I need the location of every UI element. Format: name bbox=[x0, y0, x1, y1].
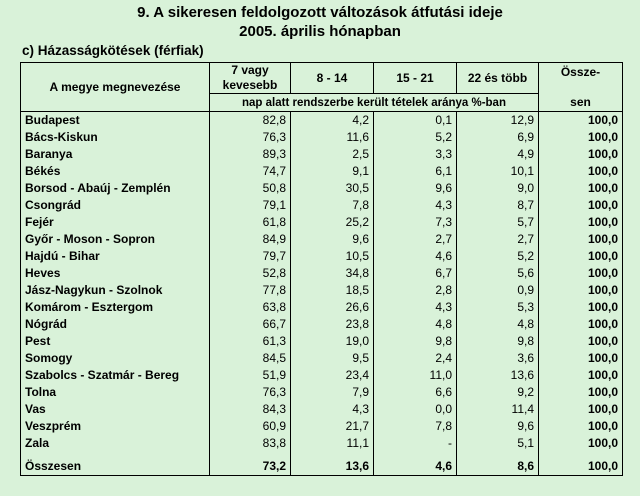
total-cell: 100,0 bbox=[539, 435, 623, 452]
county-name: Tolna bbox=[21, 384, 210, 401]
total-cell: 100,0 bbox=[539, 350, 623, 367]
sum-total-cell: 100,0 bbox=[539, 458, 623, 476]
value-cell: 9,6 bbox=[291, 231, 374, 248]
value-cell: 61,3 bbox=[210, 333, 291, 350]
total-cell: 100,0 bbox=[539, 299, 623, 316]
value-cell: 6,6 bbox=[374, 384, 457, 401]
header-total-line2: sen bbox=[570, 94, 591, 109]
value-cell: 4,3 bbox=[374, 197, 457, 214]
value-cell: 4,2 bbox=[291, 112, 374, 130]
value-cell: 19,0 bbox=[291, 333, 374, 350]
header-total bbox=[539, 63, 623, 112]
sum-row bbox=[21, 458, 623, 476]
table-row bbox=[21, 163, 623, 180]
value-cell: 5,3 bbox=[457, 299, 539, 316]
header-col4: 22 és több bbox=[457, 63, 539, 94]
sum-value-cell: 8,6 bbox=[457, 458, 539, 476]
county-name: Szabolcs - Szatmár - Bereg bbox=[21, 367, 210, 384]
value-cell: 9,8 bbox=[457, 333, 539, 350]
value-cell: 2,8 bbox=[374, 282, 457, 299]
total-cell: 100,0 bbox=[539, 367, 623, 384]
value-cell: 77,8 bbox=[210, 282, 291, 299]
table-row bbox=[21, 248, 623, 265]
county-name: Csongrád bbox=[21, 197, 210, 214]
value-cell: 11,6 bbox=[291, 129, 374, 146]
value-cell: 2,7 bbox=[457, 231, 539, 248]
header-county: A megye megnevezése bbox=[21, 63, 210, 112]
value-cell: 74,7 bbox=[210, 163, 291, 180]
table-row bbox=[21, 333, 623, 350]
header-col3: 15 - 21 bbox=[374, 63, 457, 94]
table-row bbox=[21, 146, 623, 163]
value-cell: 5,6 bbox=[457, 265, 539, 282]
value-cell: 61,8 bbox=[210, 214, 291, 231]
value-cell: 66,7 bbox=[210, 316, 291, 333]
total-cell: 100,0 bbox=[539, 248, 623, 265]
total-cell: 100,0 bbox=[539, 231, 623, 248]
county-name: Baranya bbox=[21, 146, 210, 163]
total-cell: 100,0 bbox=[539, 316, 623, 333]
value-cell: 9,5 bbox=[291, 350, 374, 367]
value-cell: 82,8 bbox=[210, 112, 291, 130]
header-col1 bbox=[210, 63, 291, 94]
table-row bbox=[21, 129, 623, 146]
county-name: Nógrád bbox=[21, 316, 210, 333]
value-cell: 0,9 bbox=[457, 282, 539, 299]
table-row bbox=[21, 350, 623, 367]
value-cell: 18,5 bbox=[291, 282, 374, 299]
value-cell: 5,1 bbox=[457, 435, 539, 452]
county-name: Győr - Moson - Sopron bbox=[21, 231, 210, 248]
total-cell: 100,0 bbox=[539, 282, 623, 299]
value-cell: 9,8 bbox=[374, 333, 457, 350]
county-name: Hajdú - Bihar bbox=[21, 248, 210, 265]
value-cell: 30,5 bbox=[291, 180, 374, 197]
value-cell: 21,7 bbox=[291, 418, 374, 435]
table-row bbox=[21, 384, 623, 401]
value-cell: 5,2 bbox=[457, 248, 539, 265]
value-cell: 7,8 bbox=[291, 197, 374, 214]
data-table bbox=[20, 62, 623, 476]
value-cell: 6,1 bbox=[374, 163, 457, 180]
value-cell: 5,7 bbox=[457, 214, 539, 231]
table-row bbox=[21, 401, 623, 418]
header-col1-line2: kevesebb bbox=[222, 78, 278, 92]
table-row bbox=[21, 316, 623, 333]
value-cell: 9,1 bbox=[291, 163, 374, 180]
table-row bbox=[21, 299, 623, 316]
value-cell: 0,0 bbox=[374, 401, 457, 418]
total-cell: 100,0 bbox=[539, 418, 623, 435]
value-cell: 83,8 bbox=[210, 435, 291, 452]
total-cell: 100,0 bbox=[539, 197, 623, 214]
value-cell: 4,3 bbox=[291, 401, 374, 418]
value-cell: 76,3 bbox=[210, 384, 291, 401]
table-body bbox=[21, 112, 623, 476]
value-cell: 9,0 bbox=[457, 180, 539, 197]
value-cell: 5,2 bbox=[374, 129, 457, 146]
county-name: Fejér bbox=[21, 214, 210, 231]
table-row bbox=[21, 180, 623, 197]
header-note: nap alatt rendszerbe került tételek aránya %-ban bbox=[210, 94, 539, 112]
value-cell: 13,6 bbox=[457, 367, 539, 384]
value-cell: 4,3 bbox=[374, 299, 457, 316]
sum-value-cell: 73,2 bbox=[210, 458, 291, 476]
value-cell: 23,4 bbox=[291, 367, 374, 384]
county-name: Borsod - Abaúj - Zemplén bbox=[21, 180, 210, 197]
value-cell: 2,4 bbox=[374, 350, 457, 367]
sum-label: Összesen bbox=[21, 458, 210, 476]
total-cell: 100,0 bbox=[539, 112, 623, 130]
table-row bbox=[21, 435, 623, 452]
value-cell: 51,9 bbox=[210, 367, 291, 384]
value-cell: 10,1 bbox=[457, 163, 539, 180]
value-cell: 12,9 bbox=[457, 112, 539, 130]
table-title: 9. A sikeresen feldolgozott változások átfutási ideje bbox=[137, 4, 503, 21]
county-name: Békés bbox=[21, 163, 210, 180]
value-cell: 6,7 bbox=[374, 265, 457, 282]
value-cell: 25,2 bbox=[291, 214, 374, 231]
value-cell: 4,8 bbox=[374, 316, 457, 333]
county-name: Zala bbox=[21, 435, 210, 452]
value-cell: 79,7 bbox=[210, 248, 291, 265]
county-name: Somogy bbox=[21, 350, 210, 367]
value-cell: 4,9 bbox=[457, 146, 539, 163]
value-cell: - bbox=[374, 435, 457, 452]
value-cell: 3,3 bbox=[374, 146, 457, 163]
total-cell: 100,0 bbox=[539, 333, 623, 350]
value-cell: 76,3 bbox=[210, 129, 291, 146]
table-row bbox=[21, 367, 623, 384]
header-col1-line1: 7 vagy bbox=[231, 63, 269, 77]
value-cell: 2,5 bbox=[291, 146, 374, 163]
value-cell: 7,8 bbox=[374, 418, 457, 435]
value-cell: 4,8 bbox=[457, 316, 539, 333]
table-row bbox=[21, 214, 623, 231]
value-cell: 63,8 bbox=[210, 299, 291, 316]
value-cell: 50,8 bbox=[210, 180, 291, 197]
value-cell: 89,3 bbox=[210, 146, 291, 163]
table-row bbox=[21, 231, 623, 248]
value-cell: 2,7 bbox=[374, 231, 457, 248]
value-cell: 9,6 bbox=[374, 180, 457, 197]
total-cell: 100,0 bbox=[539, 384, 623, 401]
county-name: Komárom - Esztergom bbox=[21, 299, 210, 316]
table-row bbox=[21, 112, 623, 130]
county-name: Budapest bbox=[21, 112, 210, 130]
county-name: Vas bbox=[21, 401, 210, 418]
value-cell: 60,9 bbox=[210, 418, 291, 435]
value-cell: 7,3 bbox=[374, 214, 457, 231]
total-cell: 100,0 bbox=[539, 180, 623, 197]
value-cell: 52,8 bbox=[210, 265, 291, 282]
table-row bbox=[21, 418, 623, 435]
county-name: Pest bbox=[21, 333, 210, 350]
value-cell: 9,2 bbox=[457, 384, 539, 401]
value-cell: 9,6 bbox=[457, 418, 539, 435]
value-cell: 4,6 bbox=[374, 248, 457, 265]
value-cell: 11,1 bbox=[291, 435, 374, 452]
value-cell: 7,9 bbox=[291, 384, 374, 401]
value-cell: 11,4 bbox=[457, 401, 539, 418]
county-name: Veszprém bbox=[21, 418, 210, 435]
value-cell: 84,9 bbox=[210, 231, 291, 248]
county-name: Jász-Nagykun - Szolnok bbox=[21, 282, 210, 299]
sum-value-cell: 4,6 bbox=[374, 458, 457, 476]
value-cell: 8,7 bbox=[457, 197, 539, 214]
value-cell: 10,5 bbox=[291, 248, 374, 265]
table-row bbox=[21, 265, 623, 282]
value-cell: 6,9 bbox=[457, 129, 539, 146]
value-cell: 84,5 bbox=[210, 350, 291, 367]
value-cell: 3,6 bbox=[457, 350, 539, 367]
total-cell: 100,0 bbox=[539, 129, 623, 146]
value-cell: 26,6 bbox=[291, 299, 374, 316]
value-cell: 34,8 bbox=[291, 265, 374, 282]
total-cell: 100,0 bbox=[539, 214, 623, 231]
table-row bbox=[21, 197, 623, 214]
total-cell: 100,0 bbox=[539, 401, 623, 418]
total-cell: 100,0 bbox=[539, 146, 623, 163]
table-row bbox=[21, 282, 623, 299]
value-cell: 0,1 bbox=[374, 112, 457, 130]
sum-value-cell: 13,6 bbox=[291, 458, 374, 476]
total-cell: 100,0 bbox=[539, 265, 623, 282]
county-name: Heves bbox=[21, 265, 210, 282]
value-cell: 11,0 bbox=[374, 367, 457, 384]
value-cell: 84,3 bbox=[210, 401, 291, 418]
header-col2: 8 - 14 bbox=[291, 63, 374, 94]
table-subtitle: c) Házasságkötések (férfiak) bbox=[22, 43, 204, 58]
header-total-line1: Össze- bbox=[560, 64, 601, 79]
county-name: Bács-Kiskun bbox=[21, 129, 210, 146]
total-cell: 100,0 bbox=[539, 163, 623, 180]
value-cell: 79,1 bbox=[210, 197, 291, 214]
value-cell: 23,8 bbox=[291, 316, 374, 333]
table-period: 2005. április hónapban bbox=[239, 23, 401, 40]
